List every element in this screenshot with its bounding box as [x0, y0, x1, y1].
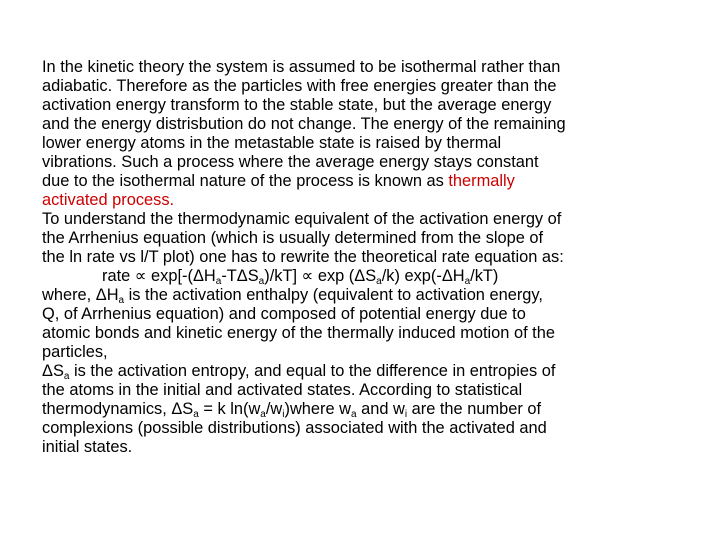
text-run: due to the isothermal nature of the process is known as: [42, 172, 449, 190]
text-line: the ln rate vs l/T plot) one has to rewrite the theoretical rate equation as:: [42, 248, 564, 266]
equation-part: rate ∝ exp[-(ΔH: [102, 267, 216, 285]
text-line: In the kinetic theory the system is assumed to be isothermal rather than: [42, 58, 561, 76]
text-line: [42, 362, 690, 381]
text-line: the Arrhenius equation (which is usually determined from the slope of: [42, 229, 544, 247]
subscript: a: [63, 371, 70, 382]
text-run: is the activation enthalpy (equivalent to activation energy,: [124, 286, 543, 304]
subscript: a: [464, 276, 471, 287]
equation-part: /kT): [470, 267, 499, 285]
text-line: vibrations. Such a process where the average energy stays constant: [42, 153, 539, 171]
text-line: particles,: [42, 343, 108, 361]
subscript: a: [215, 276, 222, 287]
text-run: = k ln(w: [198, 400, 261, 418]
text-run: and w: [356, 400, 405, 418]
paragraph-thermodynamic-equivalent: [42, 210, 690, 267]
subscript: a: [258, 276, 265, 287]
text-run: are the number of: [407, 400, 542, 418]
paragraph-kinetic-theory: [42, 58, 690, 210]
subscript: i: [404, 409, 408, 420]
text-line: adiabatic. Therefore as the particles with free energies greater than the: [42, 77, 557, 95]
equation-part: /k) exp(-ΔH: [381, 267, 465, 285]
text-line: To understand the thermodynamic equivalent of the activation energy of: [42, 210, 562, 228]
text-run: ΔS: [42, 362, 64, 380]
text-line: [42, 286, 690, 305]
text-line: Q, of Arrhenius equation) and composed of potential energy due to: [42, 305, 526, 323]
text-run: is the activation entropy, and equal to the difference in entropies of: [69, 362, 556, 380]
text-run: /w: [265, 400, 283, 418]
paragraph-activation-enthalpy: [42, 286, 690, 362]
text-line: [42, 400, 690, 419]
paragraph-activation-entropy: [42, 362, 690, 457]
text-line: lower energy atoms in the metastable state is raised by thermal: [42, 134, 502, 152]
highlight-term: thermally: [448, 172, 515, 190]
text-line: [42, 172, 690, 191]
subscript: a: [260, 409, 266, 420]
text-line: the atoms in the initial and activated states. According to statistical: [42, 381, 523, 399]
subscript: a: [376, 276, 382, 287]
equation-part: -TΔS: [221, 267, 259, 285]
text-run: where, ΔH: [42, 286, 119, 304]
subscript: a: [193, 409, 199, 420]
text-line: complexions (possible distributions) associated with the activated and: [42, 419, 547, 437]
text-run: thermodynamics, ΔS: [42, 400, 194, 418]
text-line: initial states.: [42, 438, 133, 456]
equation-line: [42, 267, 690, 286]
text-line: and the energy distrisbution do not change. The energy of the remaining: [42, 115, 566, 133]
text-run: )where w: [284, 400, 351, 418]
text-line: atomic bonds and kinetic energy of the thermally induced motion of the: [42, 324, 555, 342]
highlight-term: activated process.: [42, 191, 175, 209]
subscript: a: [118, 295, 125, 306]
equation-part: )/kT] ∝ exp (ΔS: [264, 267, 377, 285]
subscript: i: [282, 409, 285, 420]
rate-equation: [42, 267, 690, 286]
subscript: a: [350, 409, 357, 420]
text-line: activation energy transform to the stable state, but the average energy: [42, 96, 552, 114]
